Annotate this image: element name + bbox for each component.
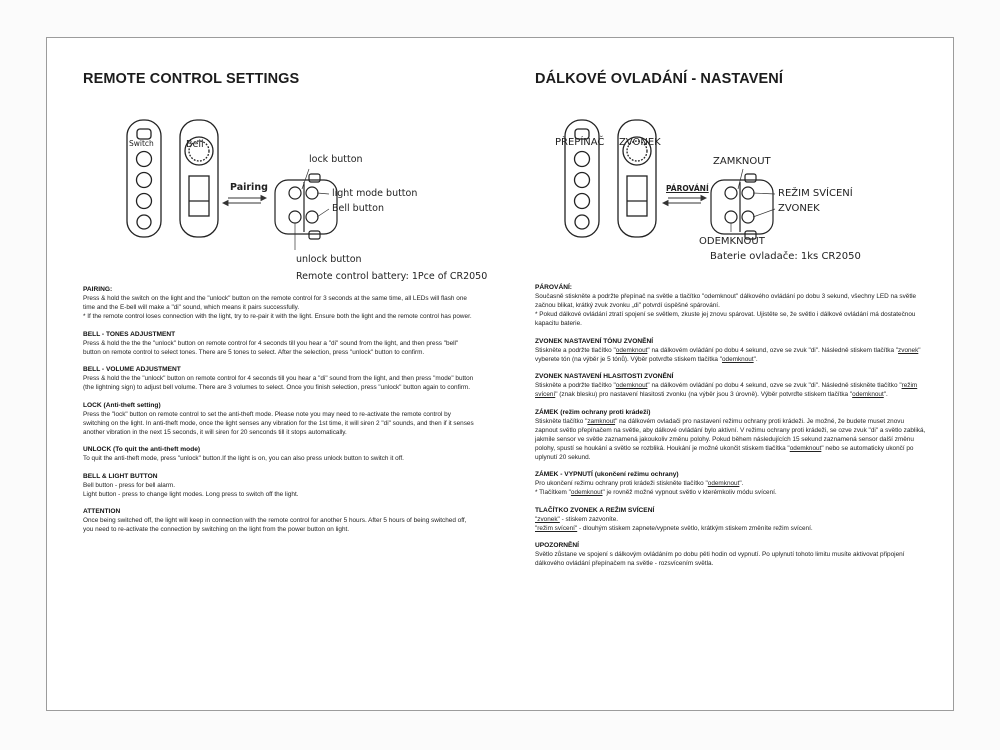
section-heading: UPOZORNĚNÍ [535,542,579,549]
czech-sections [535,284,927,578]
bell-light-section [83,473,475,499]
english-diagram [83,96,488,296]
pairing-section [83,286,475,321]
section-heading: TLAČÍTKO ZVONEK A REŽIM SVÍCENÍ [535,506,655,514]
tones-section [83,331,475,357]
tones-section [535,338,927,364]
underlined-term: odemknout [722,355,754,363]
unlock-section [535,471,927,497]
section-text: Press & hold the the the "unlock" button on remote control for 4 seconds till you hear a "di" sound from the light, and then press "bell" button on remote control to select tones. There are 5 tones to select. After the selection, press "unlock" button to confirm. [83,339,459,356]
underlined-term: odemknout [707,480,740,487]
section-text: Bell button - press for bell alarm. [83,481,175,489]
attention-section [535,542,927,568]
pairing-label: Pairing [230,182,268,193]
section-text: * Pokud dálkové ovládání ztratí spojení se světlem, zkuste jej znovu spárovat. Ujistěte se, že světlo i dálkové ovládání má dostatečnou kapacitu baterie. [535,311,916,327]
section-heading: ZÁMEK - VYPNUTÍ (ukončení režimu ochrany) [535,471,679,478]
section-heading: PAIRING: [83,286,113,293]
pairing-arrows-icon [223,196,266,206]
leader-lines [295,169,329,250]
bell-device-icon [180,120,218,237]
lock-section [535,409,927,462]
text-run: ". [739,480,744,487]
section-heading: BELL & LIGHT BUTTON [83,472,158,480]
underlined-term: režim svícení [535,382,918,398]
underlined-term: odemknout [570,489,603,496]
text-run: * Tlačítkem " [535,489,571,496]
battery-label: Baterie ovladače: 1ks CR2050 [710,251,861,262]
text-run: " vyberete tón (na výběr je 5 tónů). Výběr potvrďte stiskem tlačítka " [535,346,921,363]
section-text: Press & hold the the "unlock" button on remote control for 4 seconds till you hear a "di" sound from the light, and then press "mode" button (the lightning sign) to adjust bell volume. There are 3 volumes to select. Once you finish selection, press "unlock" button again to confirm. [83,375,474,391]
section-text: Světlo zůstane ve spojení s dálkovým ovládáním po dobu pěti hodin od vypnutí. Po uplynutí tohoto limitu musíte aktivovat připojení dálkového ovládání přepínačem na světle - rozsvícením světla. [535,551,905,567]
section-text [535,479,927,488]
section-heading: LOCK (Anti-theft setting) [83,401,161,409]
attention-section [83,508,475,534]
section-text [535,346,927,364]
unlock-section [83,446,475,463]
section-text [535,515,927,524]
text-run: " na dálkovém ovládání po dobu 4 sekund, ozve se zvuk "di". Následně stiskem tlačítka " [647,346,899,354]
light-mode-button-label: light mode button [332,188,418,199]
section-text [535,381,927,399]
section-text: Press & hold the switch on the light and the "unlock" button on the remote control for 3 seconds at the same time, all LEDs will flash one time and the E-bell will make a "di" sound, which means it pairs successfully. [83,295,467,311]
text-run: ". [883,391,888,398]
text-run: " na dálkovém ovladači pro nastavení režimu ochrany proti krádeži. Je možné, že budete muset znovu zapnout světlo přepínačem na světle, aby dálkové ovládání bylo aktivní. V režimu ochrany proti krádeži, se ozve zvuk "di" a světlo zabliká, jakmile sensor ve světle zaznamená jakoukoliv změnu polohy. Pokud během následujících 15 sekund zaznamená sensor další změnu polohy, spustí se houkání a světlo se rozbliká. Houkání je možné ukončit stiskem tlačítka " [535,417,926,452]
underlined-term: zamknout [587,417,616,425]
section-heading: BELL - TONES ADJUSTMENT [83,330,176,338]
text-run: - dlouhým stiskem zapnete/vypnete světlo, krátkým stiskem změníte režim svícení. [577,524,813,532]
text-run: " na dálkovém ovládání po dobu 4 sekund, ozve se zvuk "di". Následně stiskněte tlačítko " [647,382,902,389]
underlined-term: "režim svícení" [535,524,578,532]
text-run: " nebo se automaticky ukončí po uplynutí 20 sekund. [535,444,914,461]
section-text: To quit the anti-theft mode, press "unlock" button.If the light is on, you can also press unlock button to switch it off. [83,455,404,462]
bell-button-label: ZVONEK [778,203,820,214]
pairing-arrows-icon [663,196,706,206]
pairing-label: PÁROVÁNÍ [666,184,709,193]
pairing-section [535,284,927,328]
underlined-term: odemknout [615,382,648,389]
section-heading: BELL - VOLUME ADJUSTMENT [83,366,181,373]
switch-label: PŘEPÍNAČ [555,137,605,148]
text-run: ". [753,355,758,363]
leader-lines [731,169,775,232]
section-text: Once being switched off, the light will keep in connection with the remote control for another 5 hours. After 5 hours of being switched off, you need to re-activate the connection by switching on the light from the power button on light. [83,517,467,533]
battery-label: Remote control battery: 1Pce of CR2050 [296,271,488,282]
bell-button-label: Bell button [332,203,384,214]
remote-control-icon [275,174,337,239]
section-text [535,488,927,497]
english-title: REMOTE CONTROL SETTINGS [83,71,300,87]
volume-section [83,366,475,392]
text-run: Stiskněte a podržte tlačítko " [535,346,616,354]
light-mode-button-label: REŽIM SVÍCENÍ [778,188,853,199]
underlined-term: odemknout [615,346,648,354]
pairing-illustration [83,96,483,296]
unlock-button-label: unlock button [296,254,362,265]
lock-button-label: ZAMKNOUT [713,156,771,167]
czech-diagram [535,96,935,296]
section-text: Současně stiskněte a podržte přepínač na světle a tlačítko "odemknout" dálkového ovládání po dobu 3 sekund, všechny LED na světle začnou blikat, krátký zvuk zvonku „di" potvrdí úspěšné spárování. [535,293,917,309]
section-text [535,417,927,462]
section-heading: UNLOCK (To quit the anti-theft mode) [83,446,201,453]
volume-section [535,373,927,399]
text-run: Stiskněte tlačítko " [535,417,588,425]
section-text: Light button - press to change light modes. Long press to switch off the light. [83,490,299,498]
section-heading: ZVONEK NASTAVENÍ TÓNU ZVONĚNÍ [535,337,654,345]
english-sections [83,286,475,544]
light-device-icon [127,120,161,237]
section-heading: ZVONEK NASTAVENÍ HLASITOSTI ZVONĚNÍ [535,373,674,380]
section-heading: ATTENTION [83,508,121,515]
section-text: Press the "lock" button on remote control to set the anti-theft mode. Please note you may need to re-activate the remote control by switching on the light. In anti-theft mode, once the light senses any vibration for the 1st time, it will siren 2 "di" sounds, and then if it senses another vibration in the next 15 seconds, it will siren for 20 senconds till it stops automatically. [83,410,474,436]
text-run: " (znak blesku) pro nastavení hlasitosti zvonku (na výběr jsou 3 úrovně). Výběr potvrďte stiskem tlačítka " [555,391,853,398]
section-text: * If the remote control loses connection with the light, try to re-pair it with the light. Ensure both the light and the remote control has power. [83,313,472,320]
switch-label: Switch [129,139,154,148]
czech-title: DÁLKOVÉ OVLADÁNÍ - NASTAVENÍ [535,71,783,87]
underlined-term: "zvonek" [535,515,560,523]
text-run: - stiskem zazvoníte. [559,515,619,523]
section-heading: ZÁMEK (režim ochrany proti krádeži) [535,408,651,416]
text-run: Stiskněte a podržte tlačítko " [535,382,616,389]
lock-button-label: lock button [309,154,363,165]
bell-label: Bell [186,139,204,150]
underlined-term: zvonek [898,346,919,354]
lock-section [83,402,475,437]
bell-label: ZVONEK [619,137,661,148]
pairing-illustration [535,96,935,296]
text-run: Pro ukončení režimu ochrany proti krádeži stiskněte tlačítko " [535,480,708,487]
underlined-term: odemknout [852,391,884,398]
underlined-term: odemknout [789,444,822,452]
remote-control-icon [711,174,773,239]
bell-light-section [535,507,927,533]
section-heading: PÁROVÁNÍ: [535,284,572,291]
unlock-button-label: ODEMKNOUT [699,236,765,247]
manual-sheet [46,37,954,711]
section-text [535,524,927,533]
text-run: " je rovněž možné vypnout světlo v kterémkoliv módu svícení. [602,489,777,496]
